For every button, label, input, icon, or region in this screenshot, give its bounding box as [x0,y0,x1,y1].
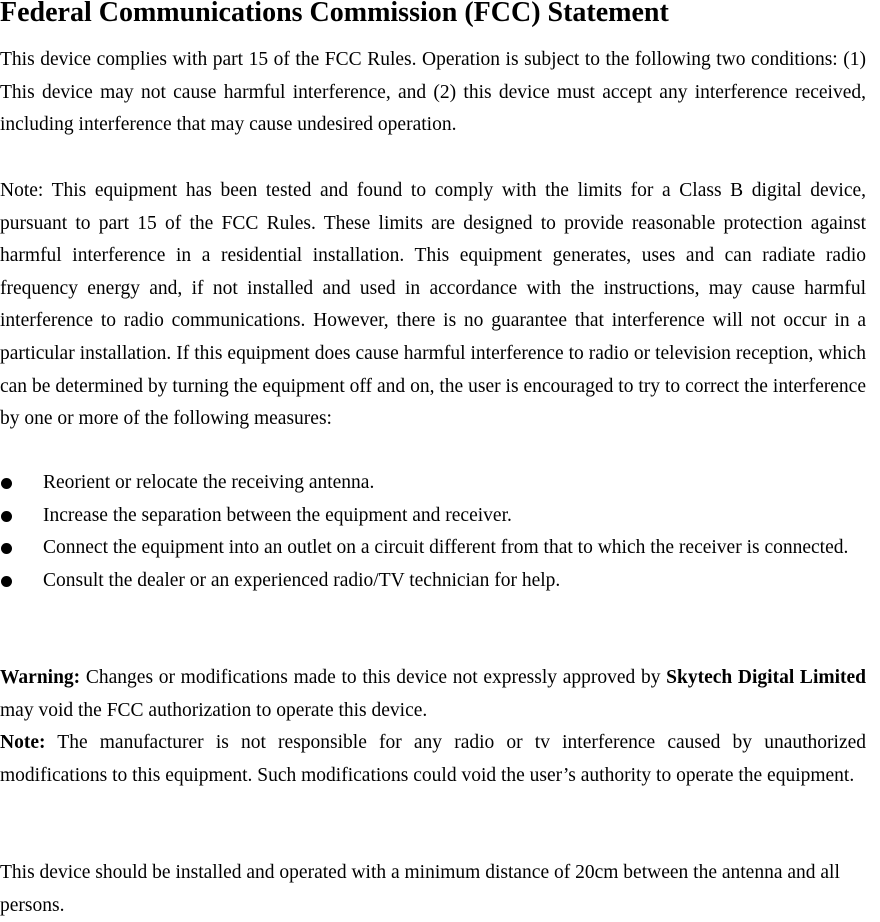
measure-text: Consult the dealer or an experienced radio/TV technician for help. [43,569,561,591]
warning-label: Warning: [0,667,81,688]
warning-text-after: may void the FCC authorization to operate this device. [0,699,428,721]
measure-text: Connect the equipment into an outlet on a circuit different from that to which the receiver is connected. [43,537,849,559]
bullet-icon [1,576,12,587]
rf-exposure-paragraph: This device should be installed and operated with a minimum distance of 20cm between the antenna and all persons. [0,862,840,916]
list-item [0,565,866,598]
compliance-paragraph: This device complies with part 15 of the FCC Rules. Operation is subject to the following two conditions: (1) This device may not cause harmful interference, and (2) this device must accept any interference received, including interference that may cause undesired operation. [0,49,866,136]
company-name: Skytech Digital Limited [666,667,867,688]
list-item [0,532,866,565]
list-item [0,467,866,500]
bullet-icon [1,511,12,522]
measure-text: Reorient or relocate the receiving antenna. [43,472,375,493]
note-text: The manufacturer is not responsible for any radio or tv interference caused by unauthorized modifications to this equipment. Such modifications could void the user’s authority to operate the equipment. [0,732,866,786]
list-item [0,500,866,533]
warning-text-before: Changes or modifications made to this device not expressly approved by [80,667,667,688]
bullet-icon [1,543,12,554]
warning-paragraph [0,662,866,727]
class-b-note-paragraph: Note: This equipment has been tested and found to comply with the limits for a Class B digital device, pursuant to part 15 of the FCC Rules. These limits are designed to provide reasonable protection against harmful interference in a residential installation. This equipment generates, uses and can radiate radio frequency energy and, if not installed and used in accordance with the instructions, may cause harmful interference to radio communications. However, there is no guarantee that interference will not occur in a particular installation. If this equipment does cause harmful interference to radio or television reception, which can be determined by turning the equipment off and on, the user is encouraged to try to correct the interference by one or more of the following measures: [0,180,866,430]
bullet-icon [1,478,12,489]
note-paragraph [0,727,866,792]
note-label: Note: [0,732,46,753]
measures-list [0,467,866,597]
page-title: Federal Communications Commission (FCC) Statement [0,0,669,28]
measure-text: Increase the separation between the equipment and receiver. [43,504,512,526]
